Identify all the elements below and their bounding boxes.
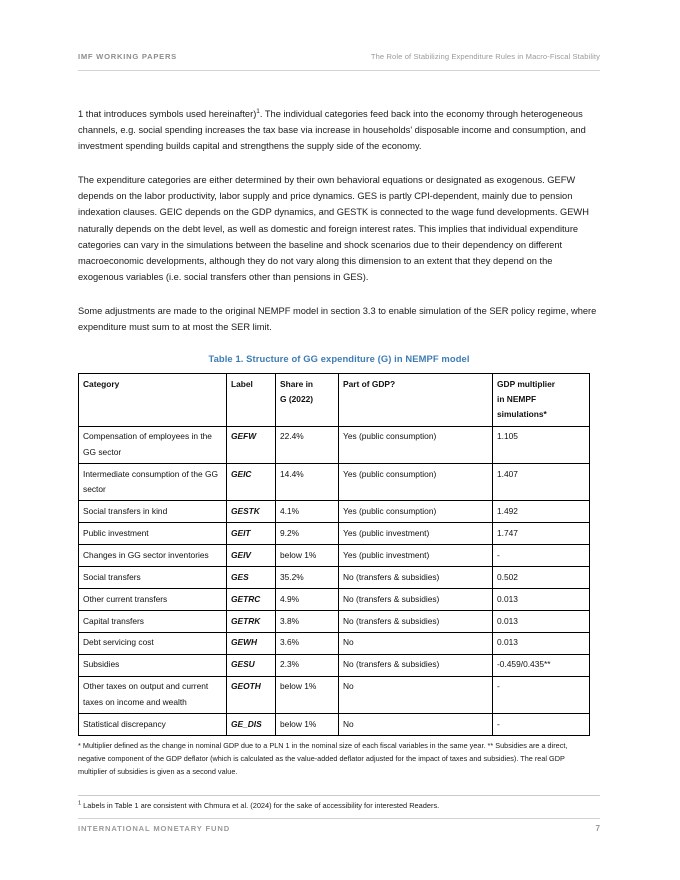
table-row (79, 523, 590, 545)
footnote-number: 1 (78, 800, 82, 807)
table-caption: Table 1. Structure of GG expenditure (G) in NEMPF model (208, 353, 470, 365)
cell-share: 3.8% (276, 611, 339, 633)
running-header (78, 52, 600, 61)
multiplier-line-2: in NEMPF (497, 394, 537, 405)
cell-part-of-gdp: No (339, 676, 493, 713)
cell-category: Capital transfers (79, 611, 227, 633)
multiplier-line-1: GDP multiplier (497, 378, 556, 389)
cell-multiplier: 1.492 (493, 501, 590, 523)
cell-part-of-gdp: No (transfers & subsidies) (339, 654, 493, 676)
cell-category: Changes in GG sector inventories (79, 545, 227, 567)
cell-multiplier: 0.502 (493, 567, 590, 589)
cell-multiplier: 0.013 (493, 589, 590, 611)
cell-label: GEWH (227, 632, 276, 654)
cell-category: Debt servicing cost (79, 632, 227, 654)
cell-multiplier: - (493, 545, 590, 567)
cell-multiplier: 1.407 (493, 464, 590, 501)
cell-part-of-gdp: No (transfers & subsidies) (339, 611, 493, 633)
cell-share: below 1% (276, 714, 339, 736)
cell-part-of-gdp: Yes (public consumption) (339, 426, 493, 463)
cell-part-of-gdp: No (transfers & subsidies) (339, 589, 493, 611)
column-header-share (276, 374, 339, 427)
table-row (79, 589, 590, 611)
cell-multiplier: 1.105 (493, 426, 590, 463)
cell-label: GESU (227, 654, 276, 676)
cell-category: Compensation of employees in the GG sector (79, 426, 227, 463)
cell-multiplier: -0.459/0.435** (493, 654, 590, 676)
footer-divider (78, 818, 600, 819)
cell-share: 9.2% (276, 523, 339, 545)
share-line-1: Share in (280, 378, 314, 389)
table-row (79, 654, 590, 676)
cell-multiplier: 0.013 (493, 632, 590, 654)
footnote-marker-1: 1 (256, 107, 260, 115)
gg-expenditure-table (78, 373, 590, 736)
column-header-part-of-gdp: Part of GDP? (339, 374, 493, 427)
cell-category: Subsidies (79, 654, 227, 676)
cell-part-of-gdp: Yes (public investment) (339, 545, 493, 567)
cell-share: 4.9% (276, 589, 339, 611)
cell-part-of-gdp: Yes (public investment) (339, 523, 493, 545)
table-body (79, 426, 590, 735)
cell-multiplier: - (493, 676, 590, 713)
running-footer (78, 824, 600, 833)
cell-label: GEIC (227, 464, 276, 501)
running-footer-organization: INTERNATIONAL MONETARY FUND (78, 824, 231, 833)
cell-share: 4.1% (276, 501, 339, 523)
cell-label: GESTK (227, 501, 276, 523)
table-row (79, 567, 590, 589)
running-header-subtitle: The Role of Stabilizing Expenditure Rules in Macro-Fiscal Stability (370, 52, 600, 61)
cell-label: GEIV (227, 545, 276, 567)
cell-category: Social transfers (79, 567, 227, 589)
cell-category: Other taxes on output and current taxes on income and wealth (79, 676, 227, 713)
cell-category: Intermediate consumption of the GG sector (79, 464, 227, 501)
cell-part-of-gdp: No (transfers & subsidies) (339, 567, 493, 589)
table-row (79, 426, 590, 463)
paragraph-1-post: . The individual categories feed back into the economy through heterogeneous channels, e.g. social spending increases the tax base via increase in households' disposable income and consumption, and investment spending builds capital and strengthens the supply side of the economy. (78, 109, 586, 152)
cell-category: Public investment (79, 523, 227, 545)
cell-part-of-gdp: Yes (public consumption) (339, 464, 493, 501)
table-row (79, 676, 590, 713)
cell-category: Other current transfers (79, 589, 227, 611)
footnote-area (78, 795, 600, 812)
paragraph-1 (78, 106, 600, 154)
column-header-multiplier (493, 374, 590, 427)
cell-label: GEIT (227, 523, 276, 545)
share-line-2: G (2022) (280, 394, 314, 405)
cell-share: 22.4% (276, 426, 339, 463)
header-divider (78, 70, 600, 71)
table-header-row (79, 374, 590, 427)
cell-multiplier: 1.747 (493, 523, 590, 545)
paragraph-3: Some adjustments are made to the original NEMPF model in section 3.3 to enable simulation of the SER policy regime, where expenditure must sum to at most the SER limit. (78, 305, 597, 333)
cell-share: below 1% (276, 676, 339, 713)
paragraph-2: The expenditure categories are either determined by their own behavioral equations or designated as exogenous. GEFW depends on the labor productivity, labor supply and price dynamics. GES is partly CPI-dependent, mainly due to pension indexation clauses. GEIC depends on the GDP dynamics, and GESTK is connected to the wage fund developments. GEWH naturally depends on the debt level, as well as domestic and foreign interest rates. This implies that individual expenditure categories can vary in the simulations between the baseline and shock scenarios due to their dependency on different macroeconomic developments, although they do not vary along this dimension to an extent that they depend on the exogenous variables (i.e. social transfers other than pensions in GES). (78, 175, 589, 282)
column-header-label: Label (227, 374, 276, 427)
cell-part-of-gdp: No (339, 714, 493, 736)
cell-label: GES (227, 567, 276, 589)
cell-label: GETRC (227, 589, 276, 611)
table-row (79, 611, 590, 633)
paragraph-1-pre: 1 that introduces symbols used hereinafter) (78, 109, 257, 119)
table-row (79, 501, 590, 523)
cell-category: Social transfers in kind (79, 501, 227, 523)
column-header-category: Category (79, 374, 227, 427)
cell-label: GE_DIS (227, 714, 276, 736)
running-header-title: IMF WORKING PAPERS (78, 52, 177, 61)
multiplier-line-3: simulations* (497, 409, 547, 420)
table-row (79, 632, 590, 654)
footnote-divider (78, 795, 600, 796)
footnote-text: Labels in Table 1 are consistent with Chmura et al. (2024) for the sake of accessibility for interested Readers. (81, 801, 440, 810)
cell-share: 2.3% (276, 654, 339, 676)
table-row (79, 545, 590, 567)
cell-share: 14.4% (276, 464, 339, 501)
cell-label: GEOTH (227, 676, 276, 713)
table-row (79, 464, 590, 501)
footnote-1 (78, 800, 600, 812)
cell-part-of-gdp: Yes (public consumption) (339, 501, 493, 523)
cell-share: below 1% (276, 545, 339, 567)
cell-category: Statistical discrepancy (79, 714, 227, 736)
document-body (78, 106, 600, 779)
cell-multiplier: 0.013 (493, 611, 590, 633)
table-row (79, 714, 590, 736)
cell-label: GETRK (227, 611, 276, 633)
cell-label: GEFW (227, 426, 276, 463)
cell-share: 35.2% (276, 567, 339, 589)
table-note: * Multiplier defined as the change in nominal GDP due to a PLN 1 in the nominal size of each fiscal variables in the same year. ** Subsidies are a direct, negative component of the GDP deflator (which is calculated as the value-added deflator adjusted for the impact of taxes and subsidies). The real GDP multiplier of subsidies is given as a second value. (78, 740, 568, 777)
page-number: 7 (595, 824, 600, 833)
cell-part-of-gdp: No (339, 632, 493, 654)
cell-multiplier: - (493, 714, 590, 736)
cell-share: 3.6% (276, 632, 339, 654)
